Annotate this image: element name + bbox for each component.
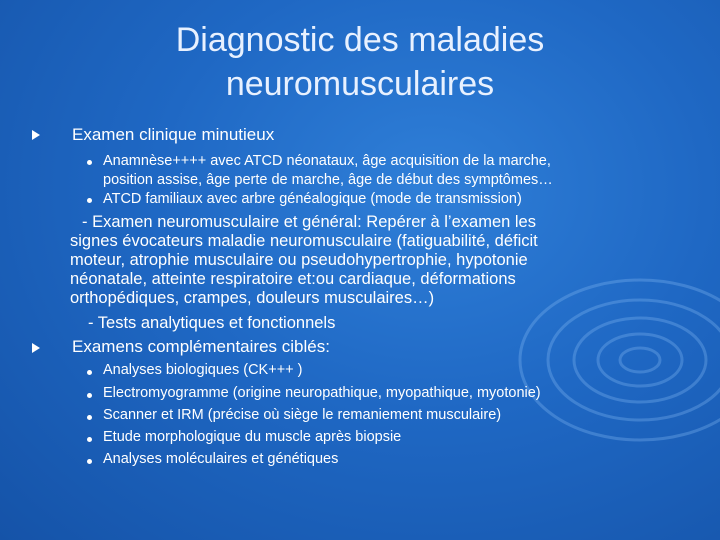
exam-paragraph-line-1: - Examen neuromusculaire et général: Repérer à l’examen les xyxy=(82,213,536,231)
bullet-dot-icon xyxy=(87,437,92,442)
tests-line: - Tests analytiques et fonctionnels xyxy=(88,314,336,332)
section2-bullet-1: Analyses biologiques (CK+++ ) xyxy=(103,362,303,378)
arrow-bullet-icon xyxy=(32,130,40,140)
bullet-dot-icon xyxy=(87,160,92,165)
section2-bullet-3: Scanner et IRM (précise où siège le remaniement musculaire) xyxy=(103,407,502,423)
section2-heading: Examens complémentaires ciblés: xyxy=(72,337,330,356)
bullet-dot-icon xyxy=(87,459,92,464)
title-line-2: neuromusculaires xyxy=(225,65,495,103)
section2-bullet-4: Etude morphologique du muscle après biopsie xyxy=(103,429,402,445)
exam-paragraph-line-5: orthopédiques, crampes, douleurs musculaires…) xyxy=(70,289,435,307)
title-line-1: Diagnostic des maladies xyxy=(175,21,545,59)
exam-paragraph-line-2: signes évocateurs maladie neuromusculaire (fatiguabilité, déficit xyxy=(70,232,538,250)
section2-bullet-2: Electromyogramme (origine neuropathique, myopathique, myotonie) xyxy=(103,385,541,401)
bullet-dot-icon xyxy=(87,415,92,420)
arrow-bullet-icon xyxy=(32,343,40,353)
section1-bullet-2: ATCD familiaux avec arbre généalogique (mode de transmission) xyxy=(103,191,522,207)
bullet-dot-icon xyxy=(87,198,92,203)
exam-paragraph-line-3: moteur, atrophie musculaire ou pseudohypertrophie, hypotonie xyxy=(70,251,528,269)
exam-paragraph-line-4: néonatale, atteinte respiratoire et:ou cardiaque, déformations xyxy=(70,270,516,288)
bullet-dot-icon xyxy=(87,370,92,375)
section1-bullet-1-cont: position assise, âge perte de marche, âge de début des symptômes… xyxy=(103,172,553,188)
section1-bullet-1: Anamnèse++++ avec ATCD néonataux, âge acquisition de la marche, xyxy=(103,153,551,169)
section2-bullet-5: Analyses moléculaires et génétiques xyxy=(103,451,339,467)
section1-heading: Examen clinique minutieux xyxy=(72,125,275,144)
bullet-dot-icon xyxy=(87,393,92,398)
